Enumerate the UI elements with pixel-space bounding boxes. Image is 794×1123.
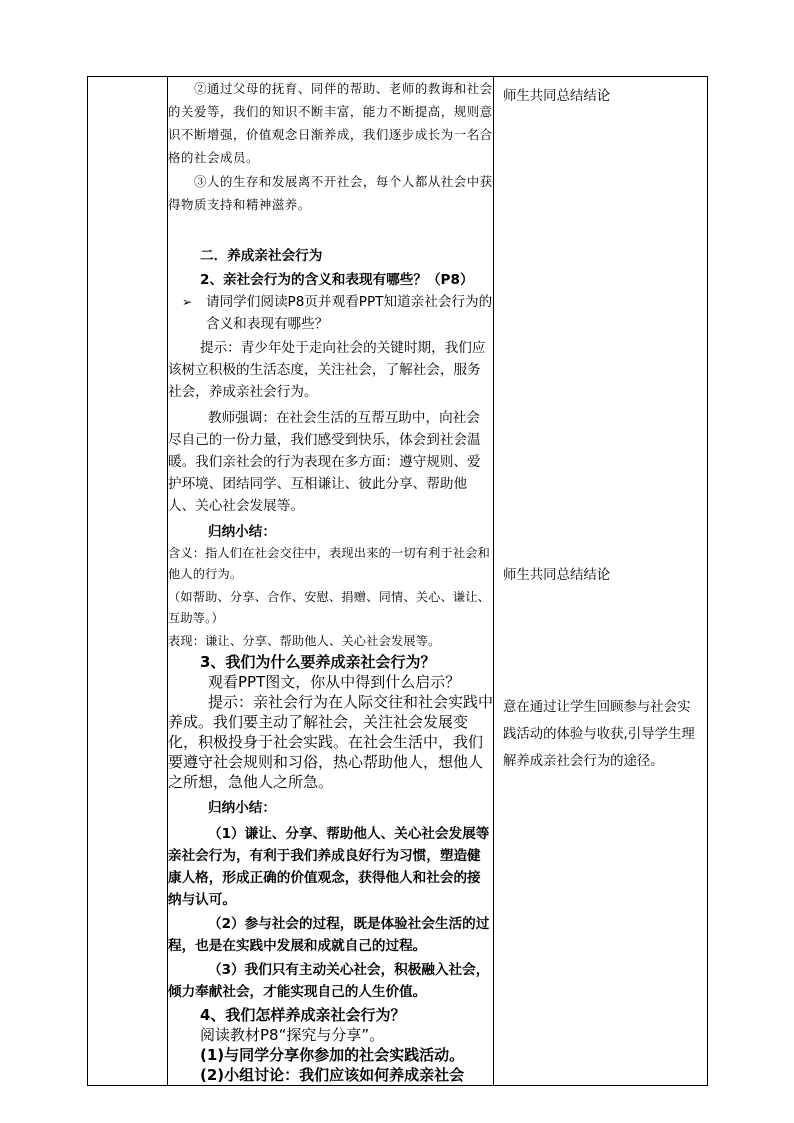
question-4-task: 阅读教材P8“探究与分享”。 bbox=[200, 1026, 385, 1044]
summary-label-2: 归纳小结： bbox=[208, 800, 276, 816]
note-purpose: 意在通过让学生回顾参与社会实践活动的体验与收获,引导学生理解养成亲社会行为的途径。 bbox=[503, 700, 695, 769]
empty-left-cell bbox=[88, 77, 168, 1086]
behavior-performance: 表现：谦让、分享、帮助他人、关心社会发展等。 bbox=[168, 634, 441, 648]
question-2-task bbox=[168, 291, 493, 335]
definition-examples: （如帮助、分享、合作、安慰、捐赠、同情、关心、谦让、互助等。） bbox=[168, 590, 491, 625]
question-3-hint: 提示：亲社会行为在人际交往和社会实践中养成。我们要主动了解社会，关注社会发展变化，积极投身于社会实践。在社会生活中，我们要遵守社会规则和习俗，热心帮助他人，想他人之所想，急他人之所急。 bbox=[168, 693, 494, 791]
teacher-emphasis: 教师强调：在社会生活的互帮互助中，向社会尽自己的一份力量，我们感受到快乐，体会到社会温暖。我们亲社会的行为表现在多方面：遵守规则、爱护环境、团结同学、互相谦让、彼此分享、帮助他人、关心社会发展等。 bbox=[168, 410, 481, 514]
note-conclusion-1: 师生共同总结结论 bbox=[503, 89, 611, 104]
section-2-title: 二．养成亲社会行为 bbox=[200, 248, 323, 264]
lesson-plan-table bbox=[87, 76, 708, 1086]
summary-point-1: （1）谦让、分享、帮助他人、关心社会发展等亲社会行为，有利于我们养成良好行为习惯，塑造健康人格，形成正确的价值观念，获得他人和社会的接纳与认可。 bbox=[168, 826, 490, 908]
summary-point-2: （2）参与社会的过程，既是体验社会生活的过程，也是在实践中发展和成就自己的过程。 bbox=[168, 916, 490, 954]
summary-point-3: （3）我们只有主动关心社会，积极融入社会，倾力奉献社会，才能实现自己的人生价值。 bbox=[168, 962, 490, 1000]
point-2-text: ②通过父母的抚育、同伴的帮助、老师的教诲和社会的关爱等，我们的知识不断丰富，能力不断提高，规则意识不断增强，价值观念日渐养成，我们逐步成长为一名合格的社会成员。 bbox=[168, 81, 493, 165]
question-3-task: 观看PPT图文，你从中得到什么启示？ bbox=[208, 673, 461, 691]
point-3-text: ③人的生存和发展离不开社会，每个人都从社会中获得物质支持和精神滋养。 bbox=[168, 174, 493, 212]
summary-label-1: 归纳小结： bbox=[208, 524, 276, 540]
question-3-title: 3、我们为什么要养成亲社会行为？ bbox=[200, 653, 436, 671]
arrow-bullet-icon: ➢ bbox=[181, 295, 193, 309]
question-4-title: 4、我们怎样养成亲社会行为？ bbox=[200, 1006, 406, 1024]
teacher-notes-cell bbox=[494, 77, 708, 1086]
definition-text: 含义：指人们在社会交往中，表现出来的一切有利于社会和他人的行为。 bbox=[168, 546, 491, 581]
question-4-item-2: (2)小组讨论：我们应该如何养成亲社会 bbox=[200, 1066, 465, 1084]
note-conclusion-2: 师生共同总结结论 bbox=[503, 568, 611, 583]
question-2-hint: 提示：青少年处于走向社会的关键时期，我们应该树立积极的生活态度，关注社会，了解社会，服务社会，养成亲社会行为。 bbox=[168, 340, 486, 400]
question-4-item-1: (1)与同学分享你参加的社会实践活动。 bbox=[200, 1046, 465, 1064]
teaching-content-cell bbox=[168, 77, 494, 1086]
question-2-task-text: 请同学们阅读P8页并观看PPT知道亲社会行为的含义和表现有哪些？ bbox=[206, 294, 493, 332]
question-2-title: 2、亲社会行为的含义和表现有哪些？（P8） bbox=[200, 272, 474, 288]
table-row bbox=[88, 77, 708, 1086]
